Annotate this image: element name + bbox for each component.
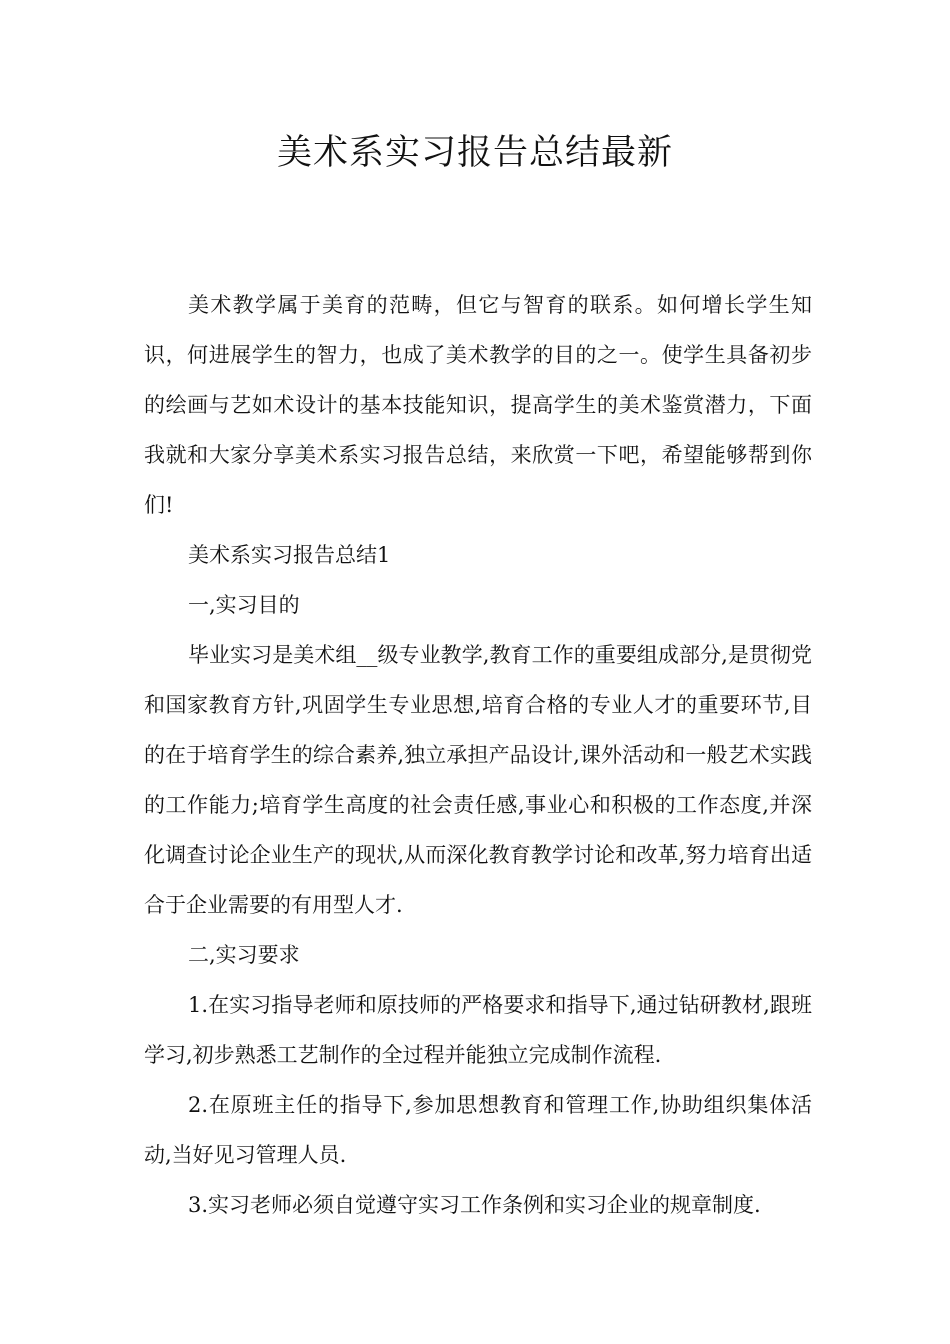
body-paragraph: 3.实习老师必须自觉遵守实习工作条例和实习企业的规章制度.	[188, 1193, 761, 1217]
subsection-heading: 二,实习要求	[188, 943, 300, 967]
document-body	[144, 280, 812, 1230]
body-paragraph: 毕业实习是美术组__级专业教学,教育工作的重要组成部分,是贯彻党和国家教育方针,巩固学生专业思想,培育合格的专业人才的重要环节,目的在于培育学生的综合素养,独立承担产品设计,课外活动和一般艺术实践的工作能力;培育学生高度的社会责任感,事业心和积极的工作态度,并深化调查讨论企业生产的现状,从而深化教育教学讨论和改革,努力培育出适合于企业需要的有用型人才.	[144, 643, 812, 917]
subsection-heading: 一,实习目的	[188, 593, 300, 617]
body-paragraph: 2.在原班主任的指导下,参加思想教育和管理工作,协助组织集体活动,当好见习管理人员.	[144, 1093, 812, 1167]
page-title: 美术系实习报告总结最新	[276, 133, 673, 173]
section-heading: 美术系实习报告总结1	[188, 543, 391, 567]
intro-paragraph: 美术教学属于美育的范畴，但它与智育的联系。如何增长学生知识，何进展学生的智力，也成了美术教学的目的之一。使学生具备初步的绘画与艺如术设计的基本技能知识，提高学生的美术鉴赏潜力，下面我就和大家分享美术系实习报告总结，来欣赏一下吧，希望能够帮到你们!	[144, 293, 812, 517]
body-paragraph: 1.在实习指导老师和原技师的严格要求和指导下,通过钻研教材,跟班学习,初步熟悉工艺制作的全过程并能独立完成制作流程.	[144, 993, 812, 1067]
